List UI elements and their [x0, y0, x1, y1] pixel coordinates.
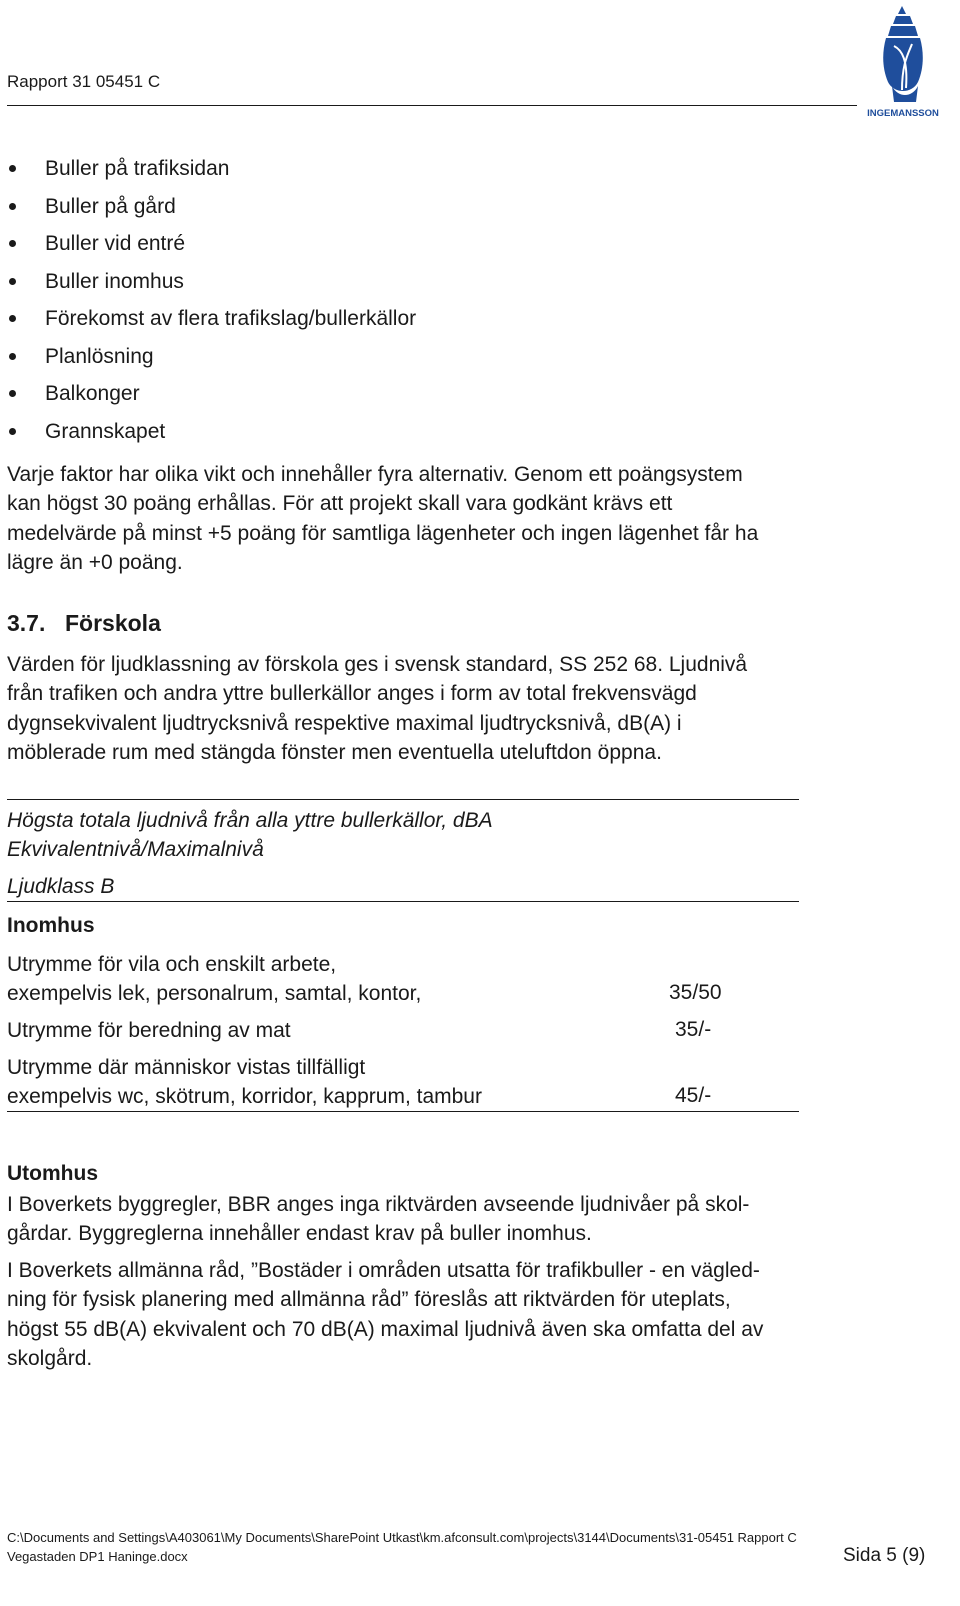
indoor-label: Inomhus: [7, 914, 95, 937]
table-top-rule: [7, 799, 799, 800]
table-row: Utrymme där människor vistas tillfälligt exempelvis wc, skötrum, korridor, kapprum, tambur: [7, 1056, 482, 1109]
list-item: Grannskapet: [0, 413, 900, 451]
list-item: Planlösning: [0, 338, 900, 376]
list-item: Buller inomhus: [0, 263, 900, 301]
bullet-icon: [9, 390, 16, 397]
table-value: 45/-: [675, 1084, 712, 1107]
bullet-icon: [9, 240, 16, 247]
page-number: Sida 5 (9): [843, 1545, 926, 1566]
list-item: Buller på gård: [0, 188, 900, 226]
list-item: Buller vid entré: [0, 225, 900, 263]
sound-class-label: Ljudklass B: [7, 875, 115, 898]
bullet-icon: [9, 165, 16, 172]
bullet-icon: [9, 278, 16, 285]
file-path: C:\Documents and Settings\A403061\My Documents\SharePoint Utkast\km.afconsult.com\projects\3144\Documents\31-05451 Rapport C Vegastaden DP1 Haninge.docx: [7, 1530, 797, 1564]
bullet-icon: [9, 203, 16, 210]
logo-wordmark: INGEMANSSON: [867, 108, 939, 119]
bullet-icon: [9, 315, 16, 322]
section-heading: [7, 610, 161, 637]
factor-list: [0, 150, 900, 450]
table-heading: Högsta totala ljudnivå från alla yttre bullerkällor, dBA Ekvivalentnivå/Maximalnivå: [7, 809, 493, 862]
table-value: 35/-: [675, 1018, 712, 1041]
list-item: Buller på trafiksidan: [0, 150, 900, 188]
report-reference: Rapport 31 05451 C: [7, 72, 161, 91]
bullet-icon: [9, 353, 16, 360]
scoring-paragraph: Varje faktor har olika vikt och innehåller fyra alternativ. Genom ett poängsystem kan högst 30 poäng erhållas. För att projekt skall vara godkänt krävs ett medelvärde på minst +5 poäng för samtliga lägenheter och ingen lägenhet får ha lägre än +0 poäng.: [7, 463, 759, 574]
shell-icon: [867, 2, 939, 120]
outdoor-heading: Utomhus: [7, 1162, 98, 1185]
table-row: Utrymme för beredning av mat: [7, 1019, 291, 1042]
bullet-icon: [9, 428, 16, 435]
section-number: 3.7.: [7, 610, 46, 636]
standard-paragraph: Värden för ljudklassning av förskola ges i svensk standard, SS 252 68. Ljudnivå från trafiken och andra yttre bullerkällor anges i form av total frekvensvägd dygnsekvivalent ljudtrycksnivå respektive maximal ljudtrycksnivå, dB(A) i möblerade rum med stängda fönster men eventuella uteluftdon öppna.: [7, 653, 748, 764]
header-rule: [7, 105, 857, 106]
table-bottom-rule: [7, 1111, 799, 1112]
list-item: Förekomst av flera trafikslag/bullerkällor: [0, 300, 900, 338]
table-header-rule: [7, 901, 799, 902]
ingemansson-logo: [867, 2, 939, 120]
bbr-paragraph: I Boverkets byggregler, BBR anges inga riktvärden avseende ljudnivåer på skol- gårdar. Byggreglerna innehåller endast krav på buller inomhus.: [7, 1193, 750, 1246]
advice-paragraph: I Boverkets allmänna råd, ”Bostäder i områden utsatta för trafikbuller - en vägled- ning för fysisk planering med allmänna råd” föreslås att riktvärden för uteplats, högst 55 dB(A) ekvivalent och 70 dB(A) maximal ljudnivå även ska omfatta del av skolgård.: [7, 1259, 764, 1370]
section-title: Förskola: [65, 610, 161, 636]
list-item: Balkonger: [0, 375, 900, 413]
table-row: Utrymme för vila och enskilt arbete, exempelvis lek, personalrum, samtal, kontor,: [7, 953, 422, 1006]
table-value: 35/50: [669, 981, 722, 1004]
